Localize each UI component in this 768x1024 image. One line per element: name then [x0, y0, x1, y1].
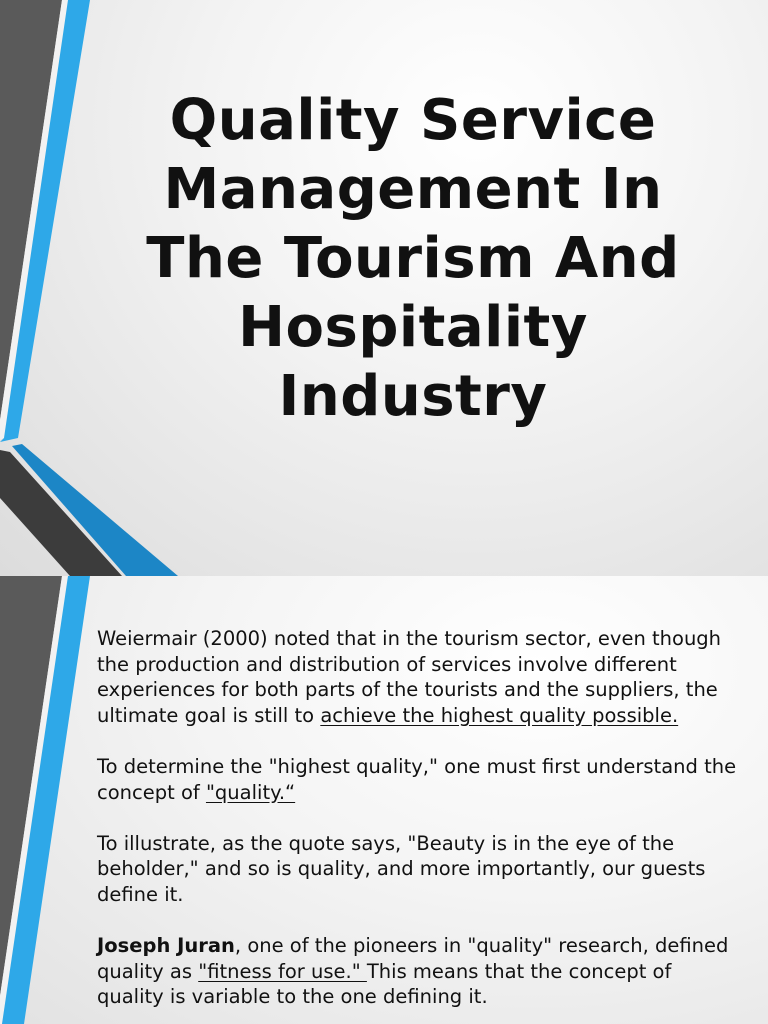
- paragraph-text-continued: This means that the concept of quality is variable to the one defining it.: [97, 959, 672, 1009]
- underlined-phrase: "fitness for use.": [198, 959, 367, 983]
- paragraph-text: Weiermair (2000) noted that in the tourism sector, even though the production and distribution of services involve different experiences for both parts of the tourists and the suppliers, the ultimate goal is still to: [97, 627, 722, 727]
- underlined-phrase: achieve the highest quality possible.: [320, 703, 679, 727]
- bold-name: Joseph Juran: [97, 934, 235, 958]
- paragraph-text: To determine the "highest quality," one must first understand the concept of: [97, 754, 737, 804]
- paragraph-highest-quality: [97, 754, 742, 805]
- paragraph-weiermair: [97, 626, 742, 728]
- slide-body: [97, 626, 742, 1024]
- dark-stripe: [0, 450, 122, 576]
- paragraph-text: To illustrate, as the quote says, "Beauty is in the eye of the beholder," and so is quality, and more importantly, our guests define it.: [97, 831, 706, 906]
- slide-title: Quality Service Management In The Tourism And Hospitality Industry: [146, 88, 680, 429]
- underlined-phrase: "quality.“: [205, 780, 296, 804]
- paragraph-text: , one of the pioneers in "quality" research, defined quality as: [97, 934, 729, 983]
- paragraph-illustrate: [97, 831, 742, 908]
- content-slide: [0, 576, 768, 1024]
- paragraph-juran: [97, 933, 742, 1010]
